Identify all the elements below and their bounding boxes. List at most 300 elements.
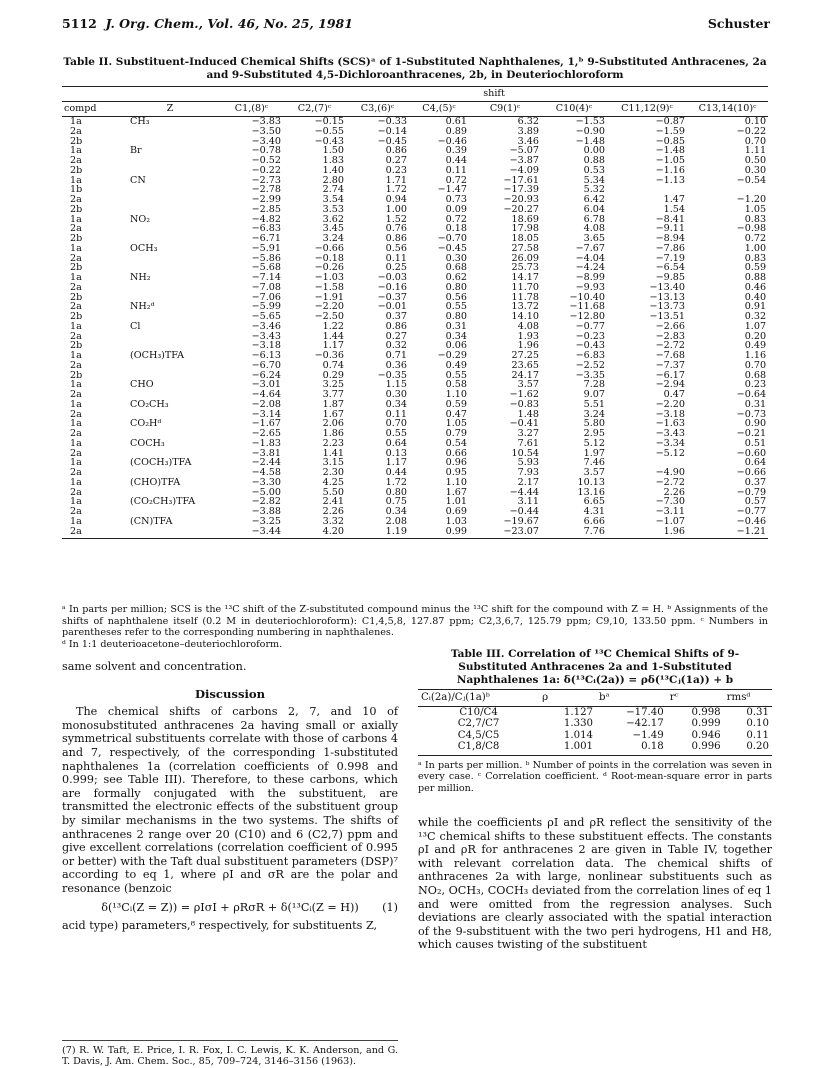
shift-cell: 7.93	[517, 467, 539, 478]
carbon-pair-cell: C1,8/C8	[418, 741, 539, 755]
table-row	[62, 185, 768, 195]
shift-cell: 0.55	[445, 369, 467, 381]
table2-column-header: C1,(8)ᶜ	[220, 102, 283, 117]
shift-cell: 18.05	[511, 233, 539, 244]
shift-cell: −2.94	[655, 379, 685, 391]
shift-cell: 14.17	[511, 272, 539, 283]
shift-cell: 6.65	[583, 496, 605, 508]
shift-cell: −0.73	[736, 408, 767, 420]
shift-cell: −1.47	[437, 184, 467, 196]
substituent-cell: (CN)TFA	[130, 515, 173, 527]
shift-cell: 0.70	[385, 418, 407, 430]
shift-cell: 3.65	[583, 233, 605, 244]
shift-cell: −0.55	[314, 125, 344, 137]
substituent-cell	[120, 332, 220, 342]
compound-cell: 1a	[70, 515, 82, 527]
shift-cell: 0.79	[445, 428, 467, 439]
shift-cell: −2.85	[251, 203, 281, 215]
table-row	[62, 380, 768, 390]
shift-cell: 2.23	[322, 437, 344, 449]
shift-cell: −0.79	[736, 486, 767, 498]
shift-cell: 1.72	[385, 476, 407, 488]
shift-cell: −8.99	[575, 272, 605, 283]
shift-cell: 0.59	[445, 398, 467, 410]
compound-cell: 1a	[70, 213, 82, 225]
compound-cell: 1a	[70, 437, 82, 449]
shift-cell: −0.01	[377, 301, 407, 313]
shift-cell: −2.99	[251, 194, 281, 205]
shift-cell: −0.46	[736, 515, 767, 527]
right-column	[418, 648, 772, 952]
compound-cell: 1a	[70, 350, 82, 361]
shift-cell: −0.44	[509, 506, 539, 517]
shift-cell: 1.93	[517, 330, 539, 342]
shift-cell: −0.33	[377, 116, 407, 127]
shift-cell: 0.54	[445, 437, 467, 449]
shift-cell: 0.86	[385, 145, 407, 157]
shift-cell: 0.80	[445, 281, 467, 293]
shift-cell: 0.10	[744, 116, 767, 127]
shift-cell: 0.73	[445, 194, 467, 205]
shift-cell: −3.40	[251, 135, 281, 147]
shift-cell: −0.64	[736, 389, 767, 400]
substituent-cell: NO₂	[130, 213, 151, 225]
compound-cell: 2b	[70, 203, 83, 215]
table2-column-header: C3,(6)ᶜ	[346, 102, 409, 117]
shift-cell: 6.78	[583, 213, 605, 225]
shift-cell: 4.08	[583, 223, 605, 235]
shift-cell: −1.20	[736, 194, 767, 205]
shift-cell: −1.16	[655, 164, 685, 176]
shift-cell: 0.72	[445, 174, 467, 186]
shift-cell: 0.09	[445, 203, 467, 215]
shift-cell: 1.97	[583, 447, 605, 459]
shift-cell: 1.50	[322, 145, 344, 157]
shift-cell: −0.78	[251, 145, 281, 157]
substituent-cell: NH₂	[130, 272, 151, 283]
shift-cell: −8.41	[655, 213, 685, 225]
shift-cell: −0.77	[575, 320, 605, 332]
shift-cell: 23.65	[511, 359, 539, 371]
discussion-paragraph-continued: acid type) parameters,⁸ respectively, for substituents Z,	[62, 919, 378, 933]
compound-cell: 1a	[70, 145, 82, 157]
compound-cell: 2a	[70, 486, 82, 498]
shift-cell: 1.11	[744, 145, 767, 157]
shift-cell: −4.58	[251, 467, 281, 478]
shift-cell: 0.86	[385, 320, 407, 332]
shift-cell: −3.35	[575, 369, 605, 381]
shift-cell: −3.11	[655, 506, 685, 517]
shift-cell: −2.20	[655, 398, 685, 410]
shift-cell: −19.67	[503, 515, 539, 527]
shift-cell: 2.74	[322, 184, 344, 196]
shift-cell: −23.07	[469, 527, 541, 539]
shift-cell: 1.54	[663, 203, 685, 215]
shift-cell: 7.46	[583, 457, 605, 469]
shift-cell: −0.14	[377, 125, 407, 137]
shift-cell: 0.31	[744, 398, 767, 410]
compound-cell: 1a	[70, 457, 82, 469]
shift-cell: −0.46	[437, 135, 467, 147]
shift-cell: 0.37	[385, 311, 407, 322]
shift-cell: 25.73	[511, 262, 539, 274]
shift-cell: 0.68	[445, 262, 467, 274]
shift-cell: −9.93	[575, 281, 605, 293]
shift-cell: 1.17	[385, 457, 407, 469]
table3-column-header: bᵃ	[596, 690, 667, 707]
shift-cell: −5.12	[655, 447, 685, 459]
shift-cell: −6.83	[251, 223, 281, 235]
table3-header-row	[418, 690, 772, 707]
shift-cell: −20.27	[503, 203, 539, 215]
shift-cell: 0.20	[744, 330, 767, 342]
shift-cell: 4.20	[283, 527, 346, 539]
shift-cell: 0.25	[385, 262, 407, 274]
shift-cell: 1.67	[322, 408, 344, 420]
equation-1	[62, 901, 398, 915]
shift-cell: −1.83	[251, 437, 281, 449]
table3-body	[418, 706, 772, 755]
shift-cell: −2.65	[251, 428, 281, 439]
shift-cell: −1.03	[314, 272, 344, 283]
shift-cell: −0.87	[655, 116, 685, 127]
shift-cell: 2.41	[322, 496, 344, 508]
shift-cell: 13.16	[577, 486, 605, 498]
shift-cell: −3.18	[655, 408, 685, 420]
shift-cell: 0.57	[744, 496, 767, 508]
shift-cell: −1.48	[655, 145, 685, 157]
value-cell: 1.014	[563, 729, 594, 741]
compound-cell: 2b	[70, 262, 83, 274]
shift-cell: 0.61	[445, 116, 467, 127]
shift-cell: −0.66	[314, 242, 344, 254]
shift-cell: −2.50	[314, 311, 344, 322]
shift-cell: 1.96	[517, 340, 539, 352]
table3-caption: Table III. Correlation of ¹³C Chemical Shifts of 9-Substituted Anthracenes 2a and 1-Substituted Naphthalenes 1a: δ(¹³Cᵢ(2a)) = ρδ(¹³Cⱼ(1a)) + b	[450, 648, 740, 686]
shift-cell: −4.82	[251, 213, 281, 225]
compound-cell: 2a	[70, 428, 82, 439]
shift-cell: −2.20	[314, 301, 344, 313]
shift-cell: −13.73	[649, 301, 685, 313]
shift-cell: 27.25	[511, 350, 539, 361]
shift-cell: −3.43	[655, 428, 685, 439]
shift-cell: 0.34	[385, 506, 407, 517]
value-cell: 1.127	[563, 706, 594, 718]
discussion-paragraph: The chemical shifts of carbons 2, 7, and 10 of monosubstituted anthracenes 2a having small or axially symmetrical substituents correlate with those of carbons 4 and 7, respectively, of the corresponding 1-substituted naphthalenes 1a (correlation coefficients of 0.998 and 0.999; see Table III). Therefore, to these carbons, which are formally conjugated with the substituent, are transmitted the electronic effects of the substituent group by similar mechanisms in the two systems. The shifts of anthracenes 2 range over 20 (C10) and 6 (C2,7) ppm and give excellent correlations (correlation coefficient of 0.995 or better) with the Taft dual substituent parameters (DSP)⁷ according to eq 1, where ρI and σR are the polar and resonance (benzoic	[62, 705, 398, 895]
compound-cell: 2b	[70, 369, 83, 381]
shift-cell: −0.77	[736, 506, 767, 517]
shift-cell: 1.15	[385, 379, 407, 391]
shift-cell: 0.47	[663, 389, 685, 400]
compound-cell: 2a	[70, 301, 82, 313]
header-author: Schuster	[707, 16, 770, 31]
shift-cell: 4.08	[517, 320, 539, 332]
compound-cell: 2a	[62, 527, 120, 539]
shift-cell: −2.72	[655, 476, 685, 488]
shift-cell: 0.30	[744, 164, 767, 176]
compound-cell: 2a	[70, 447, 82, 459]
compound-cell: 1a	[70, 379, 82, 391]
value-cell: 0.11	[746, 729, 769, 741]
shift-cell: −17.61	[503, 174, 539, 186]
shift-cell: −7.30	[655, 496, 685, 508]
shift-cell: −0.22	[251, 164, 281, 176]
shift-cell: −0.66	[736, 467, 767, 478]
table2-caption: Table II. Substituent-Induced Chemical Shifts (SCS)ᵃ of 1-Substituted Naphthalenes, 1,ᵇ 9-Substituted Anthracenes, 2a and 9-Substituted 4,5-Dichloroanthracenes, 2b, in Deuteriochloroform	[63, 56, 767, 81]
shift-cell: −1.62	[509, 389, 539, 400]
shift-cell: −0.98	[736, 223, 767, 235]
shift-cell: −3.25	[251, 515, 281, 527]
shift-cell: 0.72	[445, 213, 467, 225]
shift-cell: 1.10	[445, 476, 467, 488]
shift-cell: 3.15	[322, 457, 344, 469]
value-cell: 1.330	[563, 718, 594, 730]
compound-cell: 2b	[70, 135, 83, 147]
compound-cell: 2b	[70, 291, 83, 303]
shift-cell: 2.30	[322, 467, 344, 478]
shift-cell: −1.13	[655, 174, 685, 186]
compound-cell: 1a	[70, 242, 82, 254]
shift-cell: 1.87	[322, 398, 344, 410]
shift-cell: 1.86	[322, 428, 344, 439]
shift-cell: 1.41	[322, 447, 344, 459]
shift-cell: −1.63	[655, 418, 685, 430]
shift-cell: 1.40	[322, 164, 344, 176]
shift-cell: 2.06	[322, 418, 344, 430]
table-row	[62, 176, 768, 186]
shift-cell: 1.16	[744, 350, 767, 361]
shift-cell: −0.35	[377, 369, 407, 381]
shift-cell: −5.86	[251, 252, 281, 264]
substituent-cell: COCH₃	[130, 437, 165, 449]
shift-cell: −3.83	[251, 116, 281, 127]
shift-cell: −5.00	[251, 486, 281, 498]
shift-cell: 0.47	[445, 408, 467, 420]
shift-cell: 6.66	[583, 515, 605, 527]
shift-cell: 0.44	[445, 155, 467, 166]
shift-cell: −2.66	[655, 320, 685, 332]
substituent-cell	[120, 283, 220, 293]
carbon-pair-cell: C2,7/C7	[457, 718, 500, 730]
shift-cell: 2.17	[517, 476, 539, 488]
shift-cell: −2.83	[655, 330, 685, 342]
shift-cell: −2.08	[251, 398, 281, 410]
shift-cell: 0.31	[445, 320, 467, 332]
shift-cell: −3.18	[251, 340, 281, 352]
substituent-cell: (CHO)TFA	[130, 476, 181, 488]
table2-column-header: Z	[120, 102, 220, 117]
compound-cell: 1a	[70, 272, 82, 283]
shift-cell: 0.39	[445, 145, 467, 157]
shift-cell: −1.91	[314, 291, 344, 303]
shift-cell: 0.86	[385, 233, 407, 244]
substituent-cell: (CO₂CH₃)TFA	[130, 496, 196, 508]
shift-cell: 13.72	[511, 301, 539, 313]
shift-cell: −3.87	[509, 155, 539, 166]
shift-cell: 5.32	[583, 184, 605, 196]
shift-cell: 0.40	[744, 291, 767, 303]
compound-cell: 2a	[70, 194, 82, 205]
shift-cell: 0.75	[385, 496, 407, 508]
substituent-cell	[120, 185, 220, 195]
value-cell: 0.18	[596, 741, 667, 755]
substituent-cell	[120, 361, 220, 371]
shift-cell: 11.78	[511, 291, 539, 303]
shift-cell: −6.13	[251, 350, 281, 361]
shift-cell: 0.51	[744, 437, 767, 449]
shift-cell: 3.25	[322, 379, 344, 391]
shift-cell: 0.11	[385, 252, 407, 264]
shift-cell: −2.52	[575, 359, 605, 371]
shift-cell: −0.60	[736, 447, 767, 459]
shift-cell: −0.21	[736, 428, 767, 439]
table2-footnotes	[62, 604, 768, 650]
shift-cell: 0.27	[385, 330, 407, 342]
shift-cell: 27.58	[511, 242, 539, 254]
compound-cell: 1a	[70, 398, 82, 410]
compound-cell: 2b	[70, 233, 83, 244]
shift-cell: −7.19	[655, 252, 685, 264]
shift-cell: 6.04	[583, 203, 605, 215]
substituent-cell: CO₂Hᵈ	[130, 418, 162, 430]
page-number: 5112	[62, 16, 97, 31]
shift-cell: 9.07	[583, 389, 605, 400]
lead-text: same solvent and concentration.	[62, 660, 247, 673]
shift-cell: −0.45	[377, 135, 407, 147]
table2-header-row	[62, 102, 768, 117]
table-row	[418, 718, 772, 730]
shift-cell: 17.98	[511, 223, 539, 235]
shift-cell: 0.99	[409, 527, 469, 539]
shift-cell: 7.76	[541, 527, 607, 539]
left-column	[62, 660, 398, 933]
compound-cell: 2a	[70, 223, 82, 235]
shift-cell: 0.44	[385, 467, 407, 478]
shift-cell: −0.70	[437, 233, 467, 244]
shift-cell: −4.04	[575, 252, 605, 264]
shift-cell: −5.65	[251, 311, 281, 322]
shift-cell: 0.64	[385, 437, 407, 449]
shift-cell: 1.07	[744, 320, 767, 332]
value-cell: 0.10	[746, 718, 769, 730]
substituent-cell: (OCH₃)TFA	[130, 350, 185, 361]
shift-cell: 3.24	[322, 233, 344, 244]
shift-cell: −0.41	[509, 418, 539, 430]
table3-column-header: ρ	[539, 690, 596, 707]
table-row	[62, 527, 768, 539]
shift-cell: 14.10	[511, 311, 539, 322]
shift-cell: 0.69	[445, 506, 467, 517]
shift-cell: 1.22	[322, 320, 344, 332]
substituent-cell	[120, 127, 220, 137]
shift-cell: 3.46	[517, 135, 539, 147]
shift-cell: 0.46	[744, 281, 767, 293]
shift-cell: 2.26	[663, 486, 685, 498]
shift-cell: −1.53	[575, 116, 605, 127]
shift-cell: 0.66	[445, 447, 467, 459]
shift-cell: 1.83	[322, 155, 344, 166]
shift-cell: 1.00	[744, 242, 767, 254]
shift-cell: 3.57	[517, 379, 539, 391]
shift-cell: −0.52	[251, 155, 281, 166]
value-cell: −1.49	[632, 729, 664, 741]
shift-cell: −3.14	[251, 408, 281, 420]
shift-cell: 0.13	[385, 447, 407, 459]
compound-cell: 2b	[70, 311, 83, 322]
shift-cell: 11.70	[511, 281, 539, 293]
shift-cell: −2.78	[251, 184, 281, 196]
shift-cell: −4.44	[509, 486, 539, 498]
equation-number: (1)	[382, 900, 398, 914]
shift-cell: −1.07	[655, 515, 685, 527]
substituent-cell: CH₃	[130, 116, 150, 127]
shift-cell: 0.53	[583, 164, 605, 176]
shift-cell: −8.94	[655, 233, 685, 244]
shift-cell: 0.34	[385, 398, 407, 410]
shift-cell: −0.90	[575, 125, 605, 137]
shift-cell: 0.06	[445, 340, 467, 352]
shift-cell: −4.09	[509, 164, 539, 176]
shift-cell: 7.28	[583, 379, 605, 391]
shift-cell: 4.25	[322, 476, 344, 488]
shift-cell: 0.74	[322, 359, 344, 371]
shift-cell: −6.54	[655, 262, 685, 274]
shift-cell: 5.12	[583, 437, 605, 449]
table-row	[418, 706, 772, 718]
compound-cell: 2a	[70, 506, 82, 517]
table2-column-header: C2,(7)ᶜ	[283, 102, 346, 117]
table3	[418, 689, 772, 756]
substituent-cell: CHO	[130, 379, 154, 391]
shift-cell: 3.11	[517, 496, 539, 508]
shift-cell: −10.40	[569, 291, 605, 303]
shift-cell: −6.70	[251, 359, 281, 371]
shift-cell: 0.30	[385, 389, 407, 400]
shift-cell: −0.43	[575, 340, 605, 352]
shift-cell: 2.08	[385, 515, 407, 527]
shift-cell: −6.24	[251, 369, 281, 381]
substituent-cell	[120, 254, 220, 264]
shift-cell: 1.67	[445, 486, 467, 498]
shift-cell: 0.96	[445, 457, 467, 469]
shift-cell: −6.71	[251, 233, 281, 244]
shift-cell: 3.77	[322, 389, 344, 400]
shift-cell: −0.43	[314, 135, 344, 147]
shift-cell: 5.51	[583, 398, 605, 410]
shift-cell: 0.11	[385, 408, 407, 420]
shift-cell: −1.58	[314, 281, 344, 293]
shift-cell: 1.19	[346, 527, 409, 539]
shift-cell: −0.18	[314, 252, 344, 264]
shift-cell: 1.00	[385, 203, 407, 215]
shift-cell: 0.29	[322, 369, 344, 381]
shift-cell: 0.36	[385, 359, 407, 371]
compound-cell: 1a	[70, 320, 82, 332]
table2-column-header: compd	[62, 102, 120, 117]
shift-cell: 0.58	[445, 379, 467, 391]
right-paragraph: while the coefficients ρI and ρR reflect the sensitivity of the ¹³C chemical shifts to these substituent effects. The constants ρI and ρR for anthracenes 2 are given in Table IV, together with relevant correlation data. The chemical shifts of anthracenes 2a with large, nonlinear substituents such as NO₂, OCH₃, COCH₃ deviated from the correlation lines of eq 1 and were omitted from the regression analyses. Such deviations are clearly associated with the spatial interaction of the 9-substituent with the two peri hydrogens, H1 and H8, which causes twisting of the substituent	[418, 816, 772, 952]
value-cell: 0.998	[691, 706, 721, 718]
shift-cell: −0.36	[314, 350, 344, 361]
shift-cell: 1.17	[322, 340, 344, 352]
shift-cell: −2.44	[251, 457, 281, 469]
table3-column-header: rᶜ	[667, 690, 724, 707]
substituent-cell	[120, 224, 220, 234]
shift-cell: −3.50	[251, 125, 281, 137]
shift-cell: 5.93	[517, 457, 539, 469]
shift-cell: 2.26	[322, 506, 344, 517]
shift-cell: 7.61	[517, 437, 539, 449]
